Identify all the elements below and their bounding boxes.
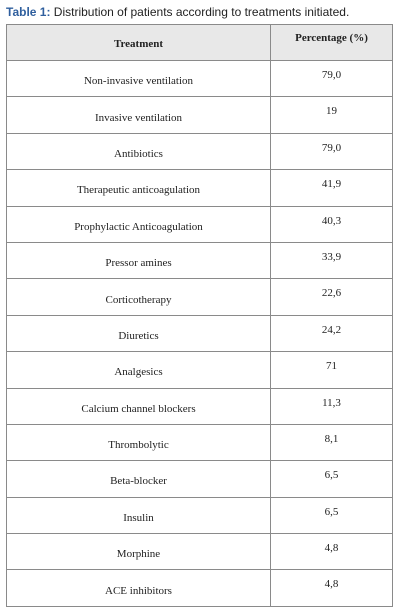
- table-row: [7, 279, 393, 315]
- table-row: [7, 497, 393, 533]
- percentage-cell: 4,8: [271, 570, 393, 606]
- percentage-cell: 33,9: [271, 242, 393, 278]
- table-caption-text: Distribution of patients according to treatments initiated.: [50, 5, 350, 19]
- percentage-cell: 79,0: [271, 61, 393, 97]
- percentage-cell: 4,8: [271, 534, 393, 570]
- percentage-cell: 40,3: [271, 206, 393, 242]
- table-caption-label: Table 1:: [6, 5, 51, 19]
- treatment-cell: Analgesics: [7, 352, 271, 388]
- percentage-cell: 22,6: [271, 279, 393, 315]
- table-header-row: [7, 25, 393, 61]
- treatment-cell: Therapeutic anticoagulation: [7, 170, 271, 206]
- treatment-cell: Antibiotics: [7, 133, 271, 169]
- table-row: [7, 133, 393, 169]
- table-row: [7, 242, 393, 278]
- percentage-cell: 41,9: [271, 170, 393, 206]
- table-row: [7, 570, 393, 606]
- table-row: [7, 424, 393, 460]
- percentage-cell: 79,0: [271, 133, 393, 169]
- percentage-cell: 19: [271, 97, 393, 133]
- percentage-cell: 6,5: [271, 461, 393, 497]
- table-row: [7, 206, 393, 242]
- table-row: [7, 170, 393, 206]
- treatment-cell: Prophylactic Anticoagulation: [7, 206, 271, 242]
- percentage-cell: 71: [271, 352, 393, 388]
- treatment-cell: Beta-blocker: [7, 461, 271, 497]
- treatment-cell: Insulin: [7, 497, 271, 533]
- treatments-table: [6, 24, 393, 607]
- percentage-cell: 8,1: [271, 424, 393, 460]
- table-row: [7, 461, 393, 497]
- treatment-cell: Pressor amines: [7, 242, 271, 278]
- treatment-cell: Invasive ventilation: [7, 97, 271, 133]
- percentage-cell: 24,2: [271, 315, 393, 351]
- treatment-cell: Morphine: [7, 534, 271, 570]
- table-row: [7, 315, 393, 351]
- percentage-cell: 11,3: [271, 388, 393, 424]
- column-header-treatment: Treatment: [7, 25, 271, 61]
- table-caption: [6, 5, 349, 19]
- treatment-cell: Thrombolytic: [7, 424, 271, 460]
- column-header-percentage: Percentage (%): [271, 25, 393, 61]
- table-row: [7, 61, 393, 97]
- treatment-cell: Calcium channel blockers: [7, 388, 271, 424]
- table-row: [7, 534, 393, 570]
- table-row: [7, 97, 393, 133]
- treatment-cell: Corticotherapy: [7, 279, 271, 315]
- percentage-cell: 6,5: [271, 497, 393, 533]
- treatment-cell: Non-invasive ventilation: [7, 61, 271, 97]
- treatment-cell: ACE inhibitors: [7, 570, 271, 606]
- table-row: [7, 352, 393, 388]
- treatment-cell: Diuretics: [7, 315, 271, 351]
- table-row: [7, 388, 393, 424]
